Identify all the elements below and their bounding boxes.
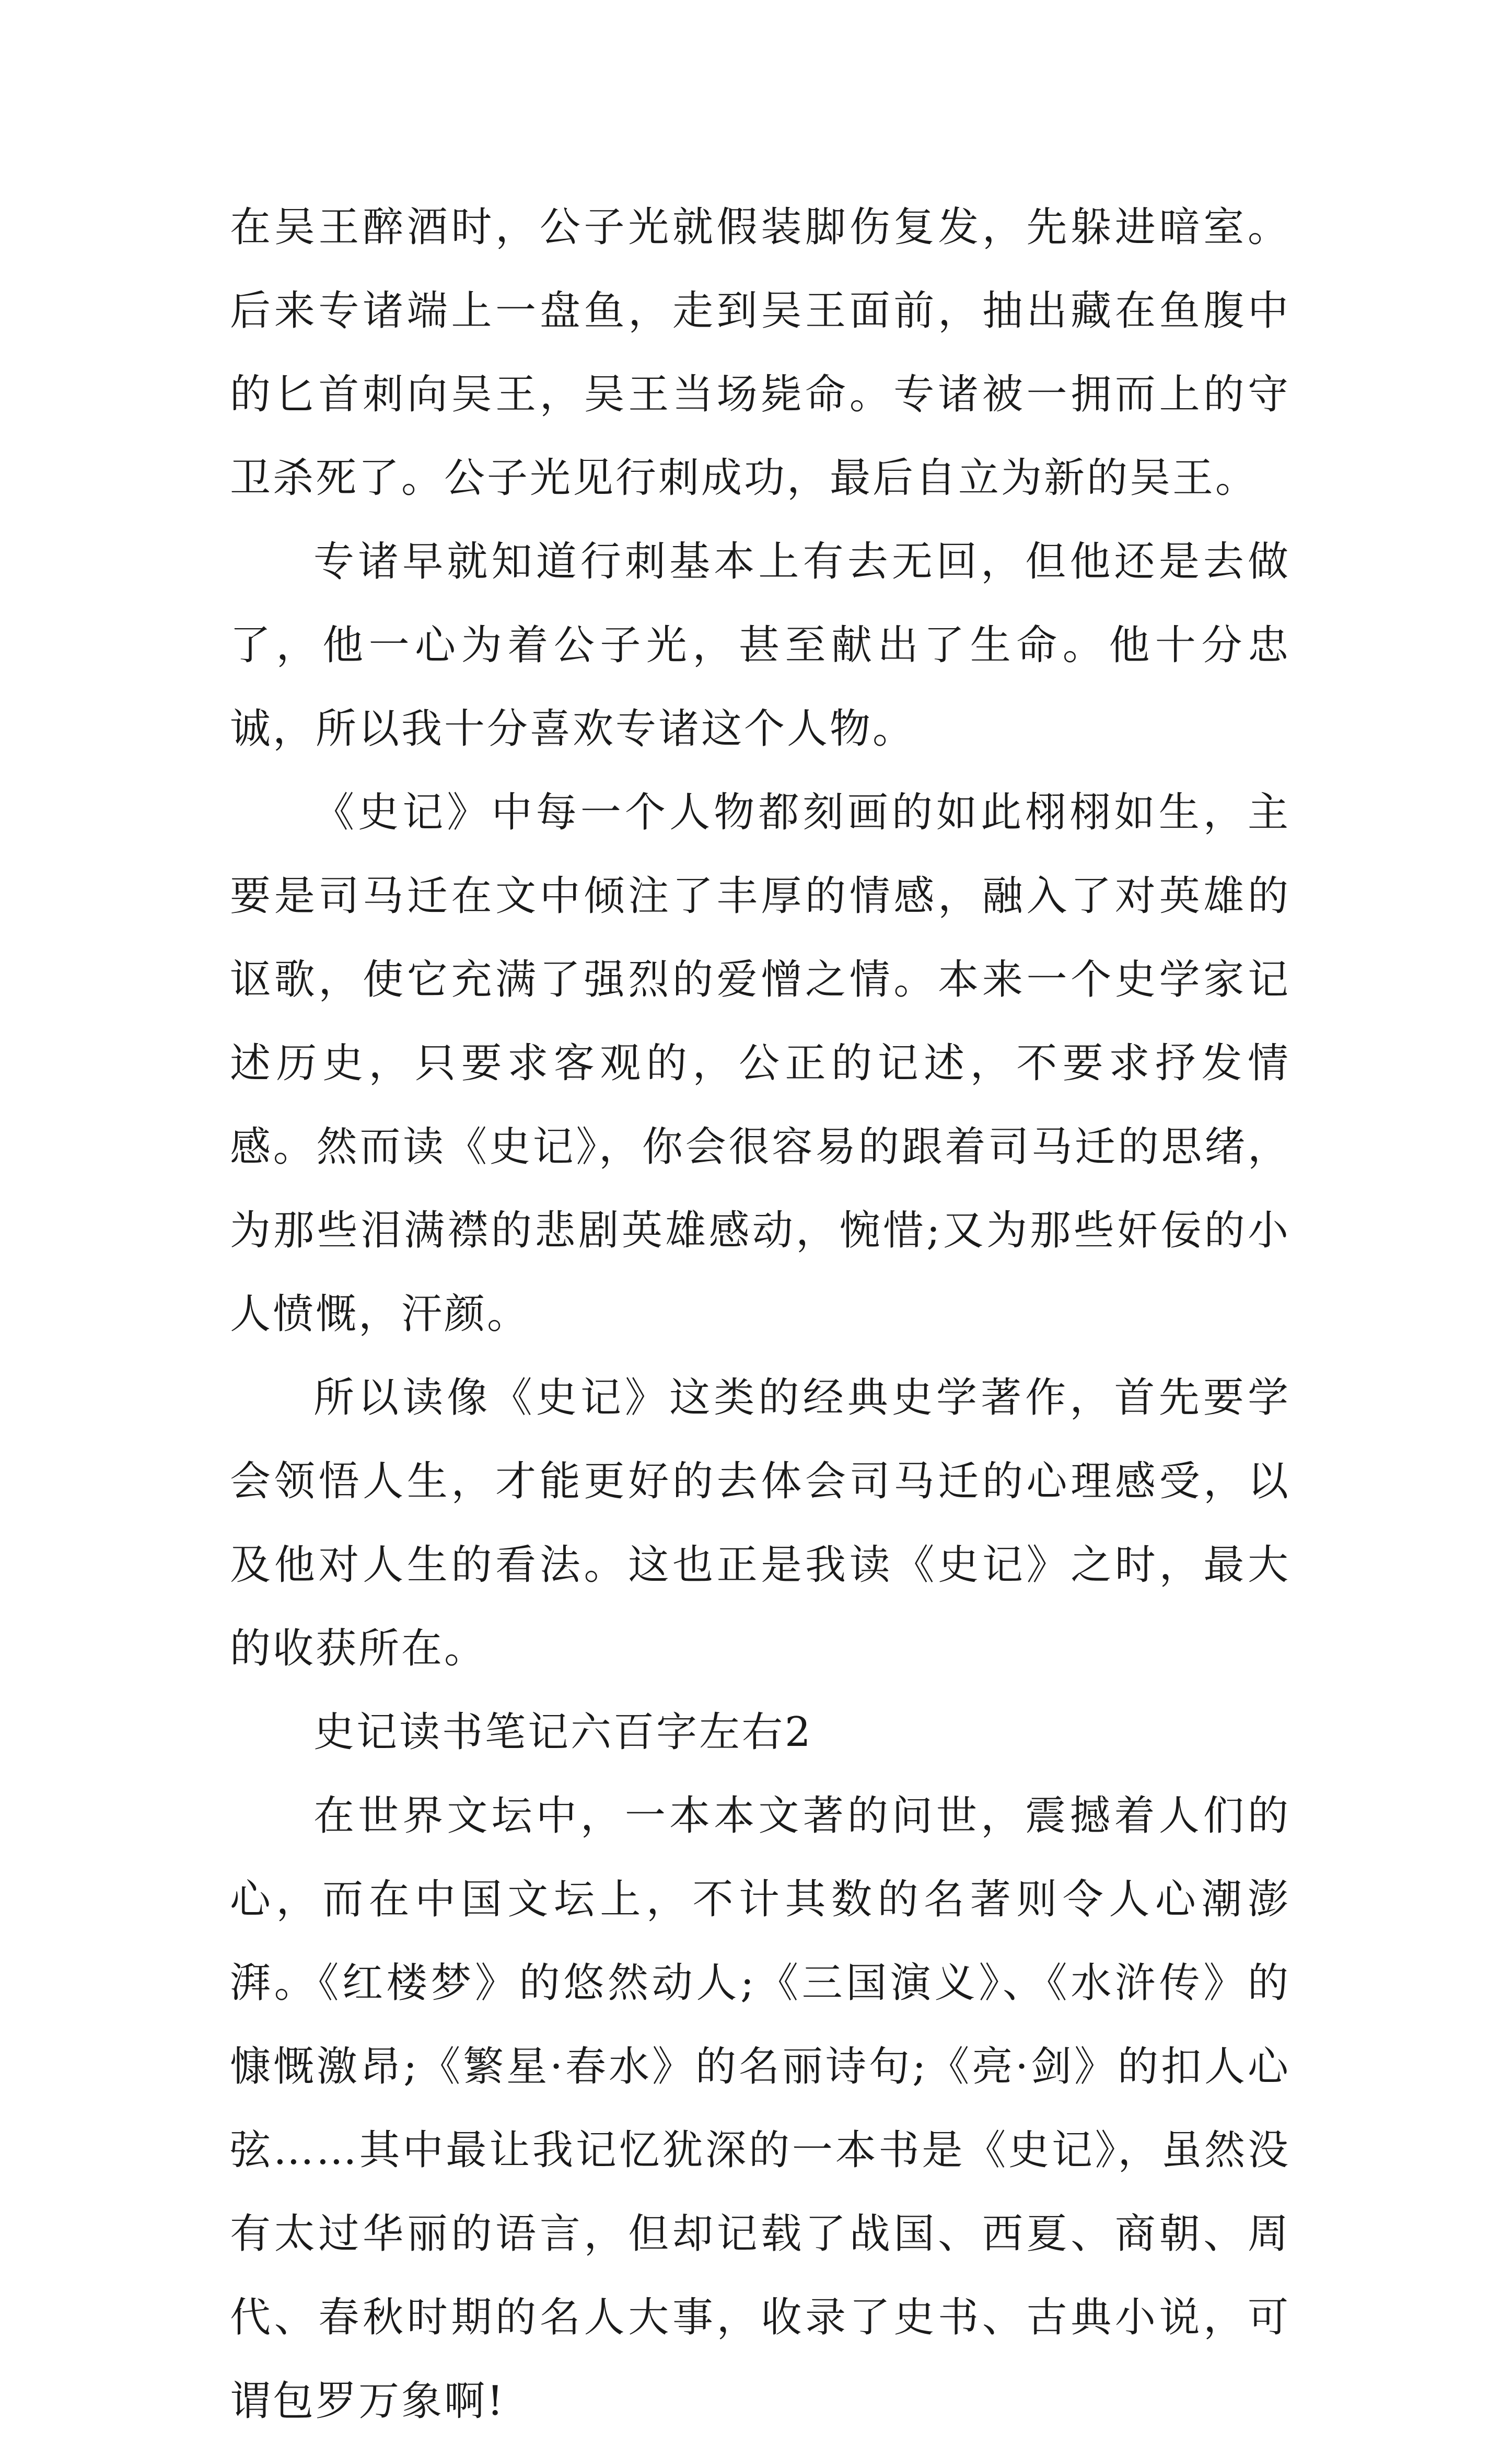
paragraph-continued: 在吴王醉酒时，公子光就假装脚伤复发，先躲进暗室。后来专诸端上一盘鱼，走到吴王面前，抽出藏在鱼腹中的匕首刺向吴王，吴王当场毙命。专诸被一拥而上的守卫杀死了。公子光见行刺成功，最后自立为新的吴王。 [230, 204, 1290, 502]
paragraph: 专诸早就知道行刺基本上有去无回，但他还是去做了，他一心为着公子光，甚至献出了生命。他十分忠诚，所以我十分喜欢专诸这个人物。 [230, 538, 1290, 752]
section-title: 史记读书笔记六百字左右2 [313, 1709, 813, 1756]
document-body [230, 186, 1290, 2443]
paragraph: 《史记》中每一个人物都刻画的如此栩栩如生，主要是司马迁在文中倾注了丰厚的情感，融入了对英雄的讴歌，使它充满了强烈的爱憎之情。本来一个史学家记述历史，只要求客观的，公正的记述，不要求抒发情感。然而读《史记》，你会很容易的跟着司马迁的思绪，为那些泪满襟的悲剧英雄感动，惋惜;又为那些奸佞的小人愤慨，汗颜。 [230, 789, 1290, 1338]
paragraph: 所以读像《史记》这类的经典史学著作，首先要学会领悟人生，才能更好的去体会司马迁的心理感受，以及他对人生的看法。这也正是我读《史记》之时，最大的收获所在。 [230, 1374, 1290, 1672]
paragraph: 在世界文坛中，一本本文著的问世，震撼着人们的心，而在中国文坛上，不计其数的名著则令人心潮澎湃。《红楼梦》的悠然动人;《三国演义》、《水浒传》的慷慨激昂;《繁星·春水》的名丽诗句;《亮·剑》的扣人心弦……其中最让我记忆犹深的一本书是《史记》，虽然没有太过华丽的语言，但却记载了战国、西夏、商朝、周代、春秋时期的名人大事，收录了史书、古典小说，可谓包罗万象啊! [230, 1792, 1290, 2425]
